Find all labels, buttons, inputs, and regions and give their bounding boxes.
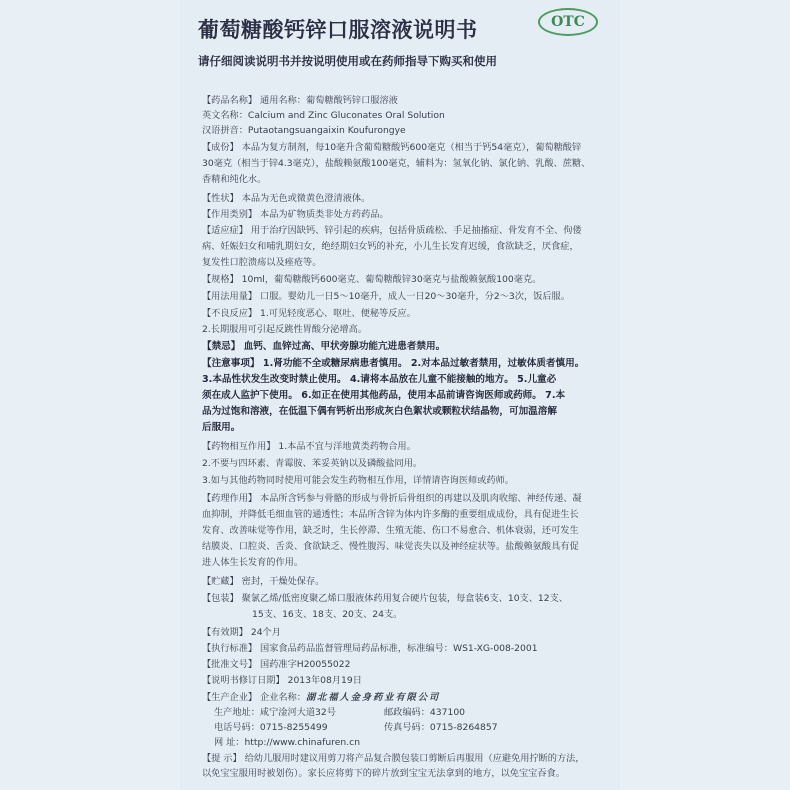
pharmacology-line-3: 发育、改善味觉等作用，缺乏时，生长停滞、生殖无能、伤口不易愈合、机体衰弱，还可发生 — [202, 525, 579, 536]
pharmacology-line-4: 结膜炎、口腔炎、舌炎、食欲缺乏、慢性腹泻、味觉丧失以及神经症状等。盐酸赖氨酸具有促 — [202, 541, 579, 552]
approval-section: 【批准文号】 国药准字H20055022 — [202, 659, 351, 670]
indications-line-2: 病、妊娠妇女和哺乳期妇女，绝经期妇女钙的补充，小儿生长发育迟缓，食欲缺乏，厌食症， — [202, 241, 579, 252]
storage-section: 【贮藏】 密封，干燥处保存。 — [202, 576, 325, 587]
caution-line-5: 后服用。 — [202, 422, 241, 433]
adverse-line-2: 2.长期服用可引起反跳性胃酸分泌增高。 — [202, 324, 367, 335]
contraindication-section: 【禁忌】 血钙、血锌过高、甲状旁腺功能亢进患者禁用。 — [202, 341, 446, 352]
dosage-section: 【用法用量】 口服。婴幼儿一日5～10毫升，成人一日20～30毫升，分2～3次，饭后服。 — [202, 291, 570, 302]
tip-line-2: 以免宝宝服用时被划伤）。家长应将剪下的碎片放到宝宝无法拿到的地方，以免宝宝吞食。 — [202, 768, 565, 779]
caution-line-1: 【注意事项】 1.肾功能不全或糖尿病患者慎用。 2.对本品过敏者禁用，过敏体质者慎用。 — [202, 358, 585, 369]
caution-line-3: 须在成人监护下使用。 6.如正在使用其他药品，使用本品前请咨询医师或药师。 7.本 — [202, 390, 566, 401]
adverse-line-1: 【不良反应】 1.可见轻度恶心、呕吐、便秘等反应。 — [202, 308, 416, 319]
pharmacology-line-1: 【药理作用】 本品所含钙参与骨骼的形成与骨折后骨组织的再建以及肌肉收缩、神经传递、凝 — [202, 493, 582, 504]
package-line-1: 【包装】 聚氯乙烯/低密度聚乙烯口服液体药用复合硬片包装，每盒装6支、10支、12支、 — [202, 593, 568, 604]
composition-line-3: 香精和纯化水。 — [202, 174, 267, 185]
pharmacology-line-5: 进人体生长发育的作用。 — [202, 557, 304, 568]
postcode-line: 邮政编码：437100 — [384, 707, 466, 718]
caution-line-4: 品为过饱和溶液，在低温下偶有钙析出形成灰白色絮状或颗粒状结晶物，可加温溶解 — [202, 406, 557, 417]
tip-line-1: 【提 示】 给幼儿服用时建议用剪刀将产品复合膜包装口剪断后再服用（应避免用拧断的方法， — [202, 753, 585, 764]
indications-line-1: 【适应症】 用于治疗因缺钙、锌引起的疾病，包括骨质疏松、手足抽搐症、骨发育不全、佝偻 — [202, 225, 582, 236]
company-name: 湖北福人金身药业有限公司 — [306, 692, 441, 703]
document-title: 葡萄糖酸钙锌口服溶液说明书 — [198, 18, 478, 42]
company-label: 【生产企业】 企业名称： — [202, 692, 306, 703]
package-line-2: 15支、16支、18支、20支、24支。 — [252, 609, 403, 620]
appearance-section: 【性状】 本品为无色或微黄色澄清液体。 — [202, 193, 371, 204]
validity-section: 【有效期】 24个月 — [202, 627, 281, 638]
drug-name-english: 英文名称：Calcium and Zinc Gluconates Oral Solution — [202, 110, 445, 121]
composition-line-2: 30毫克（相当于锌4.3毫克），盐酸赖氨酸100毫克，辅料为：氢氧化钠、氯化钠、乳酸、蔗糖、 — [202, 158, 591, 169]
address-line: 生产地址：咸宁淦河大道32号 — [214, 707, 336, 718]
fax-line: 传真号码：0715-8264857 — [384, 722, 498, 733]
drug-name-pinyin: 汉语拼音：Putaotangsuangaixin Koufurongye — [202, 125, 406, 136]
standard-section: 【执行标准】 国家食品药品监督管理局药品标准，标准编号：WS1-XG-008-2001 — [202, 643, 538, 654]
interaction-line-1: 【药物相互作用】 1.本品不宜与洋地黄类药物合用。 — [202, 441, 416, 452]
revision-date-section: 【说明书修订日期】 2013年08月19日 — [202, 675, 362, 686]
category-section: 【作用类别】 本品为矿物质类非处方药药品。 — [202, 209, 389, 220]
otc-badge: OTC — [538, 8, 598, 36]
composition-line-1: 【成份】 本品为复方制剂，每10毫升含葡萄糖酸钙600毫克（相当于钙54毫克），葡萄糖酸锌 — [202, 142, 582, 153]
interaction-line-3: 3.如与其他药物同时使用可能会发生药物相互作用，详情请咨询医师或药师。 — [202, 475, 514, 486]
caution-line-2: 3.本品性状发生改变时禁止使用。 4.请将本品放在儿童不能接触的地方。 5.儿童必 — [202, 374, 557, 385]
phone-line: 电话号码：0715-8255499 — [214, 722, 328, 733]
indications-line-3: 复发性口腔溃疡以及痤疮等。 — [202, 257, 322, 268]
pharmacology-line-2: 血抑制，并降低毛细血管的通透性；本品所含锌为体内许多酶的重要组成成份，具有促进生长 — [202, 509, 579, 520]
document-subtitle: 请仔细阅读说明书并按说明使用或在药师指导下购买和使用 — [198, 54, 497, 68]
website-line: 网 址：http://www.chinafuren.cn — [214, 737, 361, 748]
drug-name-generic: 【药品名称】 通用名称：葡萄糖酸钙锌口服溶液 — [202, 95, 398, 106]
interaction-line-2: 2.不要与四环素、青霉胺、苯妥英钠以及磷酸盐同用。 — [202, 458, 423, 469]
specification-section: 【规格】 10ml，葡萄糖酸钙600毫克、葡萄糖酸锌30毫克与盐酸赖氨酸100毫克。 — [202, 274, 542, 285]
